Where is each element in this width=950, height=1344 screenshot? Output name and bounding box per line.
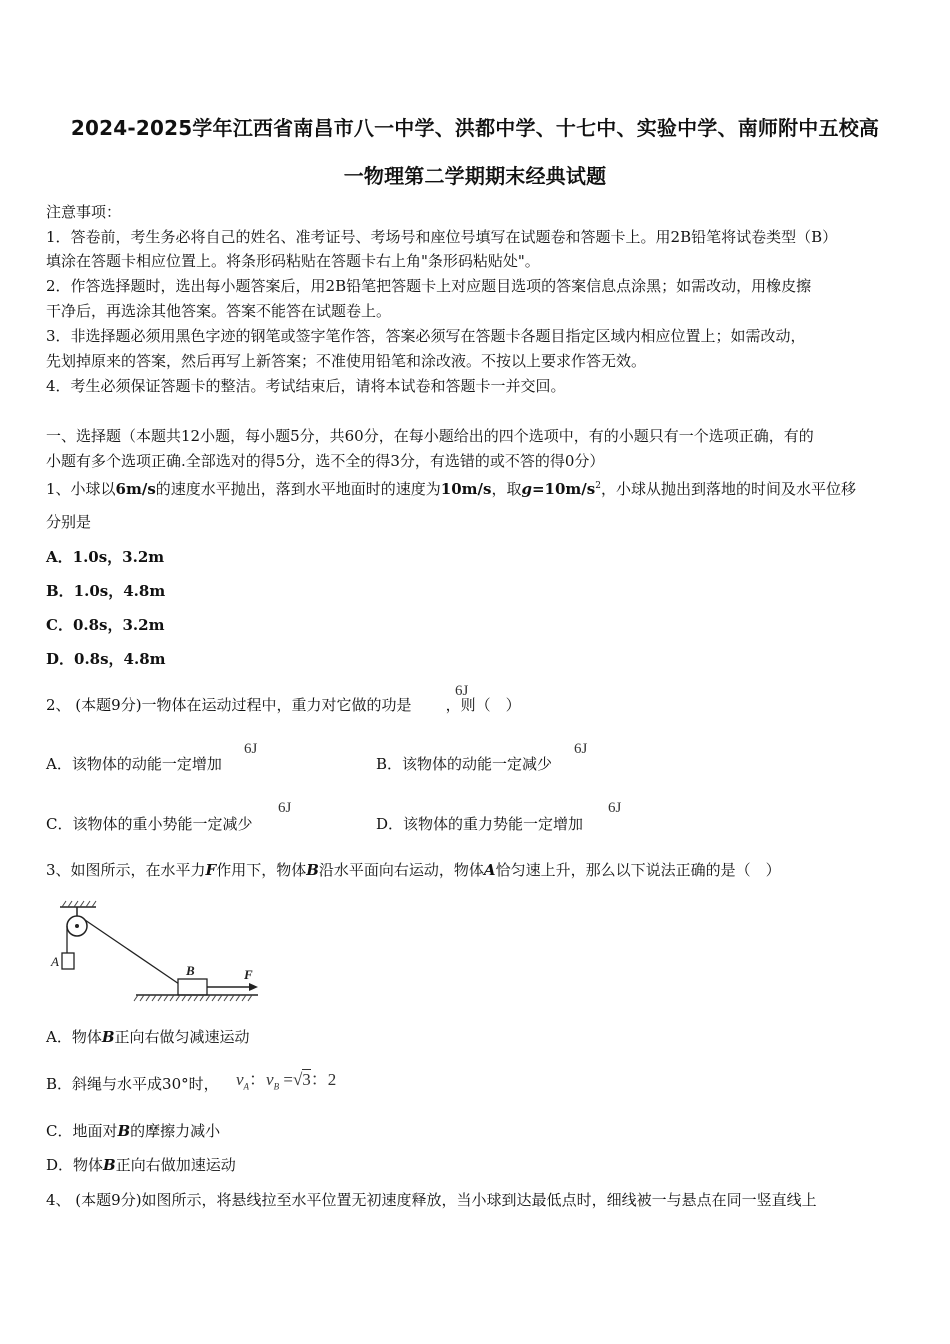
q1-g-exponent: 2 xyxy=(595,481,601,491)
note-3b: 先划掉原来的答案，然后再写上新答案；不准使用铅笔和涂改液。不按以上要求作答无效。 xyxy=(46,352,647,370)
ratio-tail: ：2 xyxy=(310,1070,337,1089)
sqrt-sign-icon: √ xyxy=(292,1070,303,1089)
ground-hatch xyxy=(134,995,252,1001)
block-a xyxy=(62,953,74,969)
q1-stem-line2: 分别是 xyxy=(46,513,92,531)
rope-slanted xyxy=(85,920,182,986)
q3-stem-part: 沿水平面向右运动，物体 xyxy=(318,861,484,879)
note-1b: 填涂在答题卡相应位置上。将条形码粘贴在答题卡右上角"条形码粘贴处"。 xyxy=(46,252,540,270)
q2-option-b-value: 6J xyxy=(574,741,588,757)
note-2a: 2．作答选择题时，选出每小题答案后，用2B铅笔把答题卡上对应题目选项的答案信息点涂黑；如需改动，用橡皮擦 xyxy=(46,277,812,295)
q2-option-c-value: 6J xyxy=(278,800,292,816)
q1-speed-initial: 6m/s xyxy=(115,480,156,498)
q2-stem xyxy=(46,693,521,717)
q3-option-c[interactable] xyxy=(46,1119,220,1143)
q3-option-b-formula xyxy=(236,1065,336,1091)
page-title-line2: 一物理第二学期期末经典试题 xyxy=(343,164,607,188)
section-heading-line1: 一、选择题（本题共12小题，每小题5分，共60分，在每小题给出的四个选项中，有的小题只有一个选项正确，有的 xyxy=(46,427,814,445)
q3-stem-part: 3、如图所示，在水平力 xyxy=(46,861,206,879)
note-4: 4．考生必须保证答题卡的整洁。考试结束后，请将本试卷和答题卡一并交回。 xyxy=(46,377,566,395)
q3-option-a-text: 正向右做匀减速运动 xyxy=(114,1028,250,1046)
q1-stem-part: ，取 xyxy=(491,480,522,498)
block-b xyxy=(178,979,207,995)
q1-speed-final: 10m/s xyxy=(440,480,492,498)
q2-option-b[interactable]: B．该物体的动能一定减少 xyxy=(376,755,553,773)
section-heading-line2: 小题有多个选项正确.全部选对的得5分，选不全的得3分，有选错的或不答的得0分） xyxy=(46,452,605,470)
q3-stem-part: 恰匀速上升，那么以下说法正确的是（ ） xyxy=(495,861,781,879)
q3-body-b-symbol: B xyxy=(306,861,319,879)
velocity-symbol: v xyxy=(266,1070,274,1089)
q2-option-c[interactable]: C．该物体的重小势能一定减少 xyxy=(46,815,253,833)
q3-option-d[interactable] xyxy=(46,1153,236,1177)
force-arrowhead xyxy=(249,983,258,991)
pulley-axle xyxy=(75,924,79,928)
note-3a: 3．非选择题必须用黑色字迹的钢笔或签字笔作答，答案必须写在答题卡各题目指定区域内相应位置上；如需改动， xyxy=(46,327,806,345)
ratio-colon: ： xyxy=(249,1070,267,1089)
q3-option-c-prefix: C．地面对 xyxy=(46,1122,118,1140)
q3-option-d-prefix: D．物体 xyxy=(46,1156,104,1174)
q3-option-b[interactable]: B．斜绳与水平成30°时， xyxy=(46,1075,219,1093)
q3-force-symbol: F xyxy=(205,861,217,879)
q1-g-value: =10m/s xyxy=(531,480,596,498)
force-label: F xyxy=(244,967,253,982)
notes-heading: 注意事项： xyxy=(46,203,122,221)
velocity-symbol: v xyxy=(236,1070,244,1089)
q3-body-a-symbol: A xyxy=(483,861,496,879)
q3-stem xyxy=(46,858,781,882)
q2-work-value: 6J xyxy=(455,683,469,699)
q3-option-d-body: B xyxy=(103,1156,116,1174)
page-title-line1: 2024-2025学年江西省南昌市八一中学、洪都中学、十七中、实验中学、南师附中五校高 xyxy=(70,116,880,140)
q3-option-d-text: 正向右做加速运动 xyxy=(115,1156,236,1174)
block-b-label: B xyxy=(186,963,195,978)
q1-option-b[interactable]: B．1.0s，4.8m xyxy=(46,582,166,600)
ceiling-hatch xyxy=(62,901,96,907)
q2-stem-text: 2、 (本题9分)一物体在运动过程中，重力对它做的功是 xyxy=(46,696,412,714)
velocity-subscript-b: B xyxy=(273,1081,280,1092)
velocity-subscript-a: A xyxy=(243,1081,250,1092)
q1-option-d[interactable]: D．0.8s，4.8m xyxy=(46,650,166,668)
q3-option-a-prefix: A．物体 xyxy=(46,1028,102,1046)
q1-stem-part: 的速度水平抛出，落到水平地面时的速度为 xyxy=(155,480,441,498)
q2-option-d[interactable]: D．该物体的重力势能一定增加 xyxy=(376,815,584,833)
q4-stem: 4、 (本题9分)如图所示，将悬线拉至水平位置无初速度释放，当小球到达最低点时，细线被一与悬点在同一竖直线上 xyxy=(46,1191,817,1209)
q3-option-a-body: B xyxy=(101,1028,115,1046)
q3-option-c-body: B xyxy=(117,1122,131,1140)
note-2b: 干净后，再选涂其他答案。答案不能答在试题卷上。 xyxy=(46,302,392,320)
block-a-label: A xyxy=(51,954,59,969)
q1-option-a[interactable]: A．1.0s，3.2m xyxy=(46,548,165,566)
q3-stem-part: 作用下，物体 xyxy=(216,861,307,879)
q2-stem-tail: ，则（ ） xyxy=(445,696,521,714)
q3-option-a[interactable] xyxy=(46,1025,250,1049)
q1-stem-part: 1、小球以 xyxy=(46,480,116,498)
q1-option-c[interactable]: C．0.8s，3.2m xyxy=(46,616,165,634)
q2-option-a-value: 6J xyxy=(244,741,258,757)
q2-option-a[interactable]: A．该物体的动能一定增加 xyxy=(46,755,222,773)
q2-option-d-value: 6J xyxy=(608,800,622,816)
q3-pulley-diagram xyxy=(46,895,266,1010)
q1-stem-part: ，小球从抛出到落地的时间及水平位移 xyxy=(600,480,856,498)
sqrt-radicand: 3 xyxy=(302,1070,311,1089)
equals-sign: = xyxy=(279,1070,293,1089)
q3-option-c-text: 的摩擦力减小 xyxy=(130,1122,221,1140)
q1-stem xyxy=(46,474,856,501)
q1-g-symbol: g xyxy=(521,480,532,498)
note-1a: 1．答卷前，考生务必将自己的姓名、准考证号、考场号和座位号填写在试题卷和答题卡上。用2B铅笔将试卷类型（B） xyxy=(46,228,838,246)
